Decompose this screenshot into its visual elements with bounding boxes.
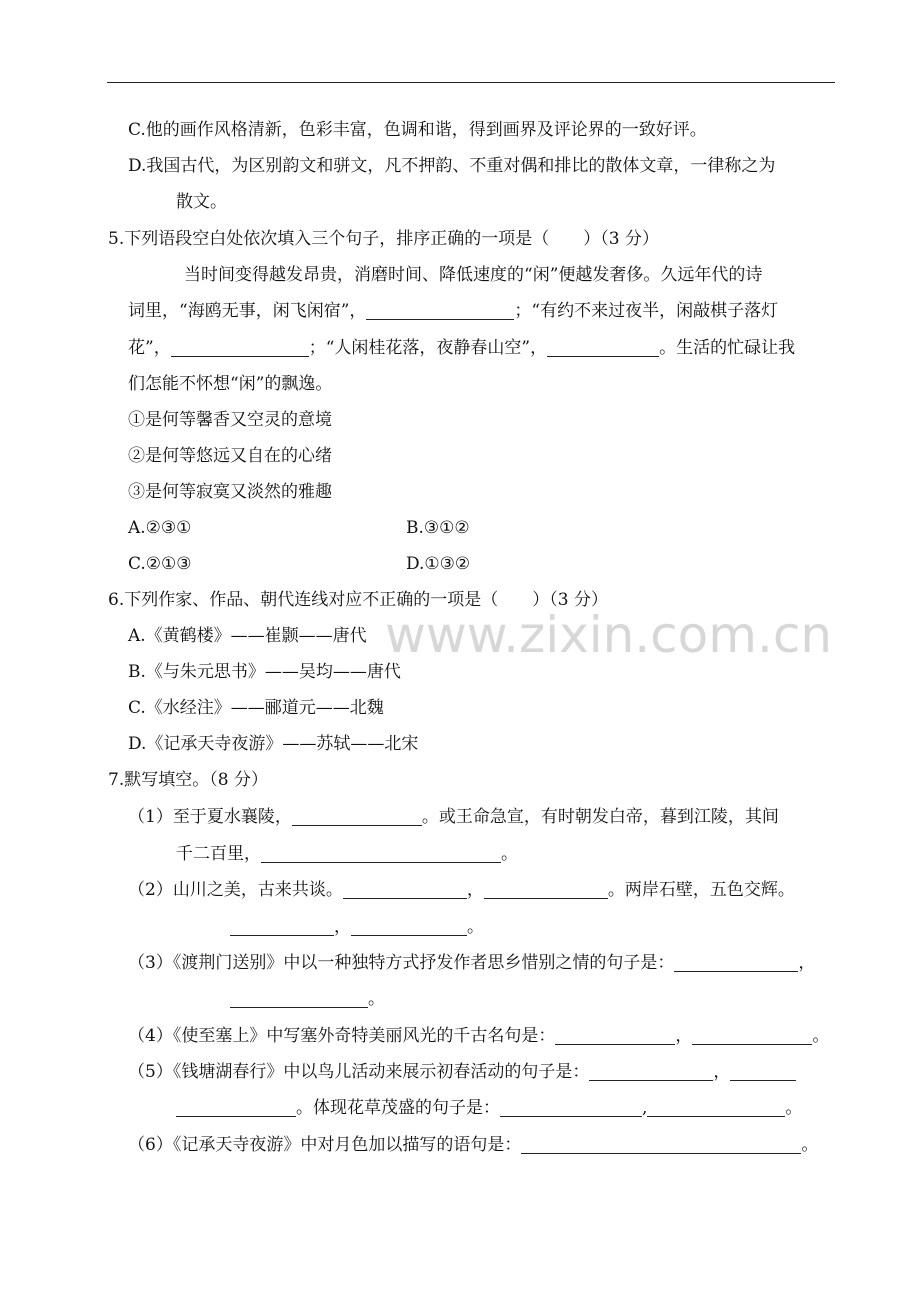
q7-item-1-cont <box>176 842 518 866</box>
q6-option-d: D.《记承天寺夜游》——苏轼——北宋 <box>128 734 419 754</box>
q5-passage-text: ；“人闲桂花落，夜静春山空”， <box>308 338 548 358</box>
q4-option-c: C.他的画作风格清新，色彩丰富，色调和谐，得到画界及评论界的一致好评。 <box>128 120 707 140</box>
q5-option-c: C.②①③ <box>128 554 192 574</box>
q7-blank-1[interactable] <box>292 807 422 826</box>
q7-item-3-cont <box>230 987 385 1011</box>
q7-text: ， <box>713 1062 731 1082</box>
q5-passage-text: ；“有约不来过夜半，闲敲棋子落灯 <box>514 301 779 321</box>
q7-text: 。 <box>801 1135 819 1155</box>
q7-text: ， <box>675 1026 693 1046</box>
q6-option-b: B.《与朱元思书》——吴均——唐代 <box>128 662 401 682</box>
q7-text: （1）至于夏水襄陵， <box>128 807 292 827</box>
q5-passage-text: 词里，“海鸥无事，闲飞闲宿”， <box>128 301 367 321</box>
q5-blank-2[interactable] <box>171 338 309 357</box>
q5-option-d: D.①③② <box>406 554 471 574</box>
header-rule <box>107 82 835 83</box>
q7-item-5-cont <box>176 1096 802 1120</box>
q7-text: ， <box>466 880 484 900</box>
q6-option-c: C.《水经注》——郦道元——北魏 <box>128 698 384 718</box>
q7-blank-5[interactable] <box>230 917 334 936</box>
q7-text: 。 <box>812 1026 830 1046</box>
q7-blank-12[interactable] <box>730 1062 796 1081</box>
q5-passage-text: 。生活的忙碌让我 <box>659 338 796 358</box>
q5-passage-line1: 当时间变得越发昂贵，消磨时间、降低速度的“闲”便越发奢侈。久远年代的诗 <box>184 265 763 285</box>
q7-blank-7[interactable] <box>674 953 798 972</box>
q7-blank-14[interactable] <box>647 1098 785 1117</box>
q5-passage-line2 <box>128 299 778 323</box>
q7-text: 。 <box>501 844 518 864</box>
q7-text: （6）《记承天寺夜游》中对月色加以描写的语句是： <box>128 1135 522 1155</box>
q7-blank-11[interactable] <box>589 1062 713 1081</box>
q7-text: 。体现花草茂盛的句子是： <box>296 1098 500 1118</box>
q5-stem: 5.下列语段空白处依次填入三个句子，排序正确的一项是（ ）（3 分） <box>108 229 659 249</box>
q7-text: （5）《钱塘湖春行》中以鸟儿活动来展示初春活动的句子是： <box>128 1062 590 1082</box>
watermark: www.zixin.com.cn <box>385 606 833 664</box>
q5-sentence-3: ③是何等寂寞又淡然的雅趣 <box>128 482 332 502</box>
q7-item-1 <box>128 805 779 829</box>
q7-text: 。 <box>785 1098 803 1118</box>
q5-option-a: A.②③① <box>128 518 192 538</box>
q5-option-b: B.③①② <box>406 518 470 538</box>
q5-blank-3[interactable] <box>547 338 659 357</box>
q7-blank-13[interactable] <box>500 1098 642 1117</box>
q7-text: 。 <box>467 917 484 937</box>
q5-passage-line3 <box>128 336 795 360</box>
q7-item-4 <box>128 1024 829 1048</box>
q4-option-d-cont: 散文。 <box>176 192 227 212</box>
q4-option-d: D.我国古代，为区别韵文和骈文，凡不押韵、不重对偶和排比的散体文章，一律称之为 <box>128 156 776 176</box>
q6-option-a: A.《黄鹤楼》——崔颢——唐代 <box>128 626 367 646</box>
q6-stem: 6.下列作家、作品、朝代连线对应不正确的一项是（ ）（3 分） <box>108 590 608 610</box>
q7-stem: 7.默写填空。（8 分） <box>108 770 268 790</box>
q7-item-5 <box>128 1060 796 1084</box>
q7-item-2-cont <box>230 915 484 939</box>
q7-blank-8[interactable] <box>230 989 368 1008</box>
q7-text: ， <box>798 953 816 973</box>
q5-blank-1[interactable] <box>366 301 514 320</box>
q7-blank-4[interactable] <box>484 880 608 899</box>
q5-passage-text: 花”， <box>128 338 171 358</box>
q7-text: （4）《使至塞上》中写塞外奇特美丽风光的千古名句是： <box>128 1026 556 1046</box>
q7-blank-12-cont[interactable] <box>176 1098 296 1117</box>
q7-item-6 <box>128 1133 818 1157</box>
q7-text: （3）《渡荆门送别》中以一种独特方式抒发作者思乡惜别之情的句子是： <box>128 953 675 973</box>
q5-sentence-1: ①是何等馨香又空灵的意境 <box>128 410 332 430</box>
q7-blank-2[interactable] <box>261 844 501 863</box>
q7-item-3 <box>128 951 815 975</box>
q7-text: 。两岸石壁，五色交辉。 <box>607 880 795 900</box>
q7-text: 。或王命急宣，有时朝发白帝，暮到江陵，其间 <box>421 807 779 827</box>
q7-text: 千二百里， <box>176 844 261 864</box>
q7-text: , <box>642 1098 648 1118</box>
q7-item-2 <box>128 878 795 902</box>
q7-text: （2）山川之美，古来共谈。 <box>128 880 343 900</box>
q5-passage-line4: 们怎能不怀想“闲”的飘逸。 <box>128 374 333 394</box>
q5-sentence-2: ②是何等悠远又自在的心绪 <box>128 446 332 466</box>
q7-blank-10[interactable] <box>692 1026 812 1045</box>
q7-text: ， <box>334 917 351 937</box>
q7-blank-9[interactable] <box>555 1026 675 1045</box>
q7-blank-3[interactable] <box>343 880 467 899</box>
q7-blank-6[interactable] <box>351 917 467 936</box>
q7-text: 。 <box>368 989 385 1009</box>
q7-blank-15[interactable] <box>521 1135 801 1154</box>
